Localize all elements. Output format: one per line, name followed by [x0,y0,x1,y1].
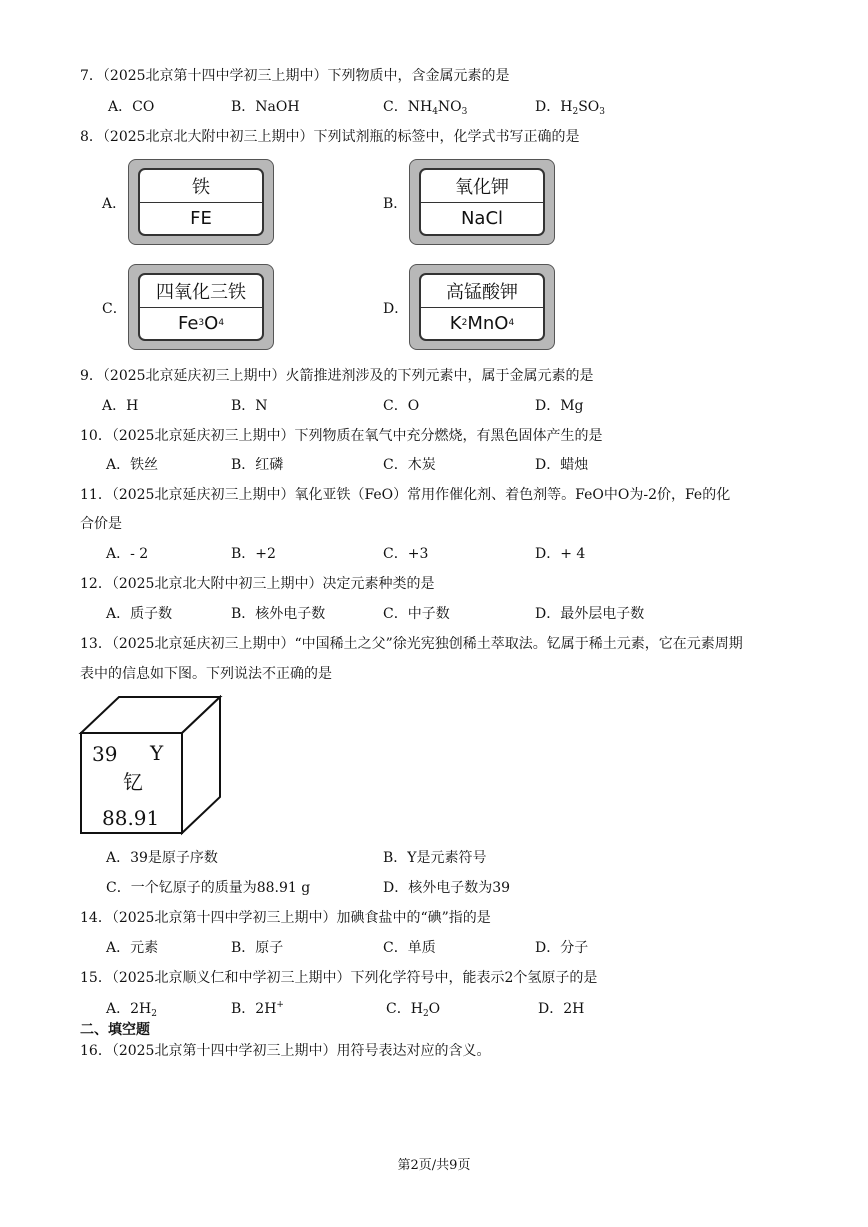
q10-stem: 10．（2025北京延庆初三上期中）下列物质在氧气中充分燃烧，有黑色固体产生的是 [80,428,603,444]
q11-option-a: A．- 2 [106,546,149,562]
q10-option-d: D．蜡烛 [535,457,589,473]
q11-option-d: D．+ 4 [535,546,586,562]
label-b-name: 氧化钾 [421,170,543,203]
q10-option-b: B．红磷 [231,457,284,473]
q15-stem: 15．（2025北京顺义仁和中学初三上期中）下列化学符号中，能表示2个氢原子的是 [80,970,598,986]
q14-option-a: A．元素 [106,940,159,956]
cube-element-name: 钇 [123,770,143,794]
q9-option-c: C．O [383,398,420,414]
q15-option-d: D．2H [538,1001,585,1017]
q12-option-b: B．核外电子数 [231,606,326,622]
q8-label-d [409,264,555,350]
q10-option-a: A．铁丝 [106,457,159,473]
q13-stem-2: 表中的信息如下图。下列说法不正确的是 [80,666,332,682]
q11-stem-2: 合价是 [80,516,122,532]
q16-stem: 16．（2025北京第十四中学初三上期中）用符号表达对应的含义。 [80,1043,491,1059]
q7-option-d: D．$H_2SO_3$ [535,99,605,117]
q13-stem-1: 13．（2025北京延庆初三上期中）“中国稀土之父”徐光宪独创稀土萃取法。钇属于稀土元素，它在元素周期 [80,636,743,652]
q15-option-a: A．$2H_2$ [106,1001,157,1019]
q15-option-b: B．2H+ [231,1000,284,1017]
page-footer: 第2页/共9页 [397,1158,471,1173]
q14-option-b: B．原子 [231,940,284,956]
q11-stem-1: 11．（2025北京延庆初三上期中）氧化亚铁（FeO）常用作催化剂、着色剂等。FeO中O为-2价，Fe的化 [80,487,731,503]
q12-stem: 12．（2025北京北大附中初三上期中）决定元素种类的是 [80,576,435,592]
q11-option-b: B．+2 [231,546,276,562]
label-a-formula: FE [190,207,212,229]
q9-option-a: A．H [102,398,139,414]
q10-option-c: C．木炭 [383,457,436,473]
q11-option-c: C．+3 [383,546,429,562]
label-d-name: 高锰酸钾 [421,275,543,308]
q13-option-a: A．39是原子序数 [106,850,218,866]
q8-label-c [128,264,274,350]
cube-atomic-number: 39 [92,742,118,766]
q8-label-b [409,159,555,245]
q8-option-b-letter: B． [383,196,408,212]
q8-option-c-letter: C． [102,301,127,317]
q14-option-d: D．分子 [535,940,589,956]
q14-option-c: C．单质 [383,940,436,956]
q7-stem: 7．（2025北京第十四中学初三上期中）下列物质中，含金属元素的是 [80,68,510,84]
q13-option-d: D．核外电子数为39 [383,880,511,896]
q9-option-b: B．N [231,398,268,414]
q15-option-c: C．$H_2O$ [386,1001,441,1019]
q9-option-d: D．Mg [535,398,584,414]
label-c-name: 四氧化三铁 [140,275,262,308]
cube-atomic-mass: 88.91 [102,806,160,830]
q7-option-c: C．$NH_4NO_3$ [383,99,468,117]
q8-option-d-letter: D． [383,301,409,317]
section-title: 二、填空题 [80,1022,150,1038]
q13-option-c: C．一个钇原子的质量为88.91 g [106,880,311,896]
q9-stem: 9．（2025北京延庆初三上期中）火箭推进剂涉及的下列元素中，属于金属元素的是 [80,368,594,384]
label-c-formula: Fe 3 O 4 [177,312,225,334]
q14-stem: 14．（2025北京第十四中学初三上期中）加碘食盐中的“碘”指的是 [80,910,491,926]
q8-option-a-letter: A． [102,196,127,212]
label-b-formula: NaCl [460,207,504,229]
q12-option-a: A．质子数 [106,606,173,622]
q8-label-a [128,159,274,245]
q7-option-a: A．CO [108,99,155,115]
cube-symbol: Y [150,741,164,765]
q13-option-b: B．Y是元素符号 [383,850,487,866]
q12-option-d: D．最外层电子数 [535,606,645,622]
label-d-formula: K 2 MnO 4 [449,312,515,334]
q12-option-c: C．中子数 [383,606,450,622]
q8-stem: 8．（2025北京北大附中初三上期中）下列试剂瓶的标签中，化学式书写正确的是 [80,129,580,145]
label-a-name: 铁 [140,170,262,203]
q7-option-b: B．NaOH [231,99,300,115]
